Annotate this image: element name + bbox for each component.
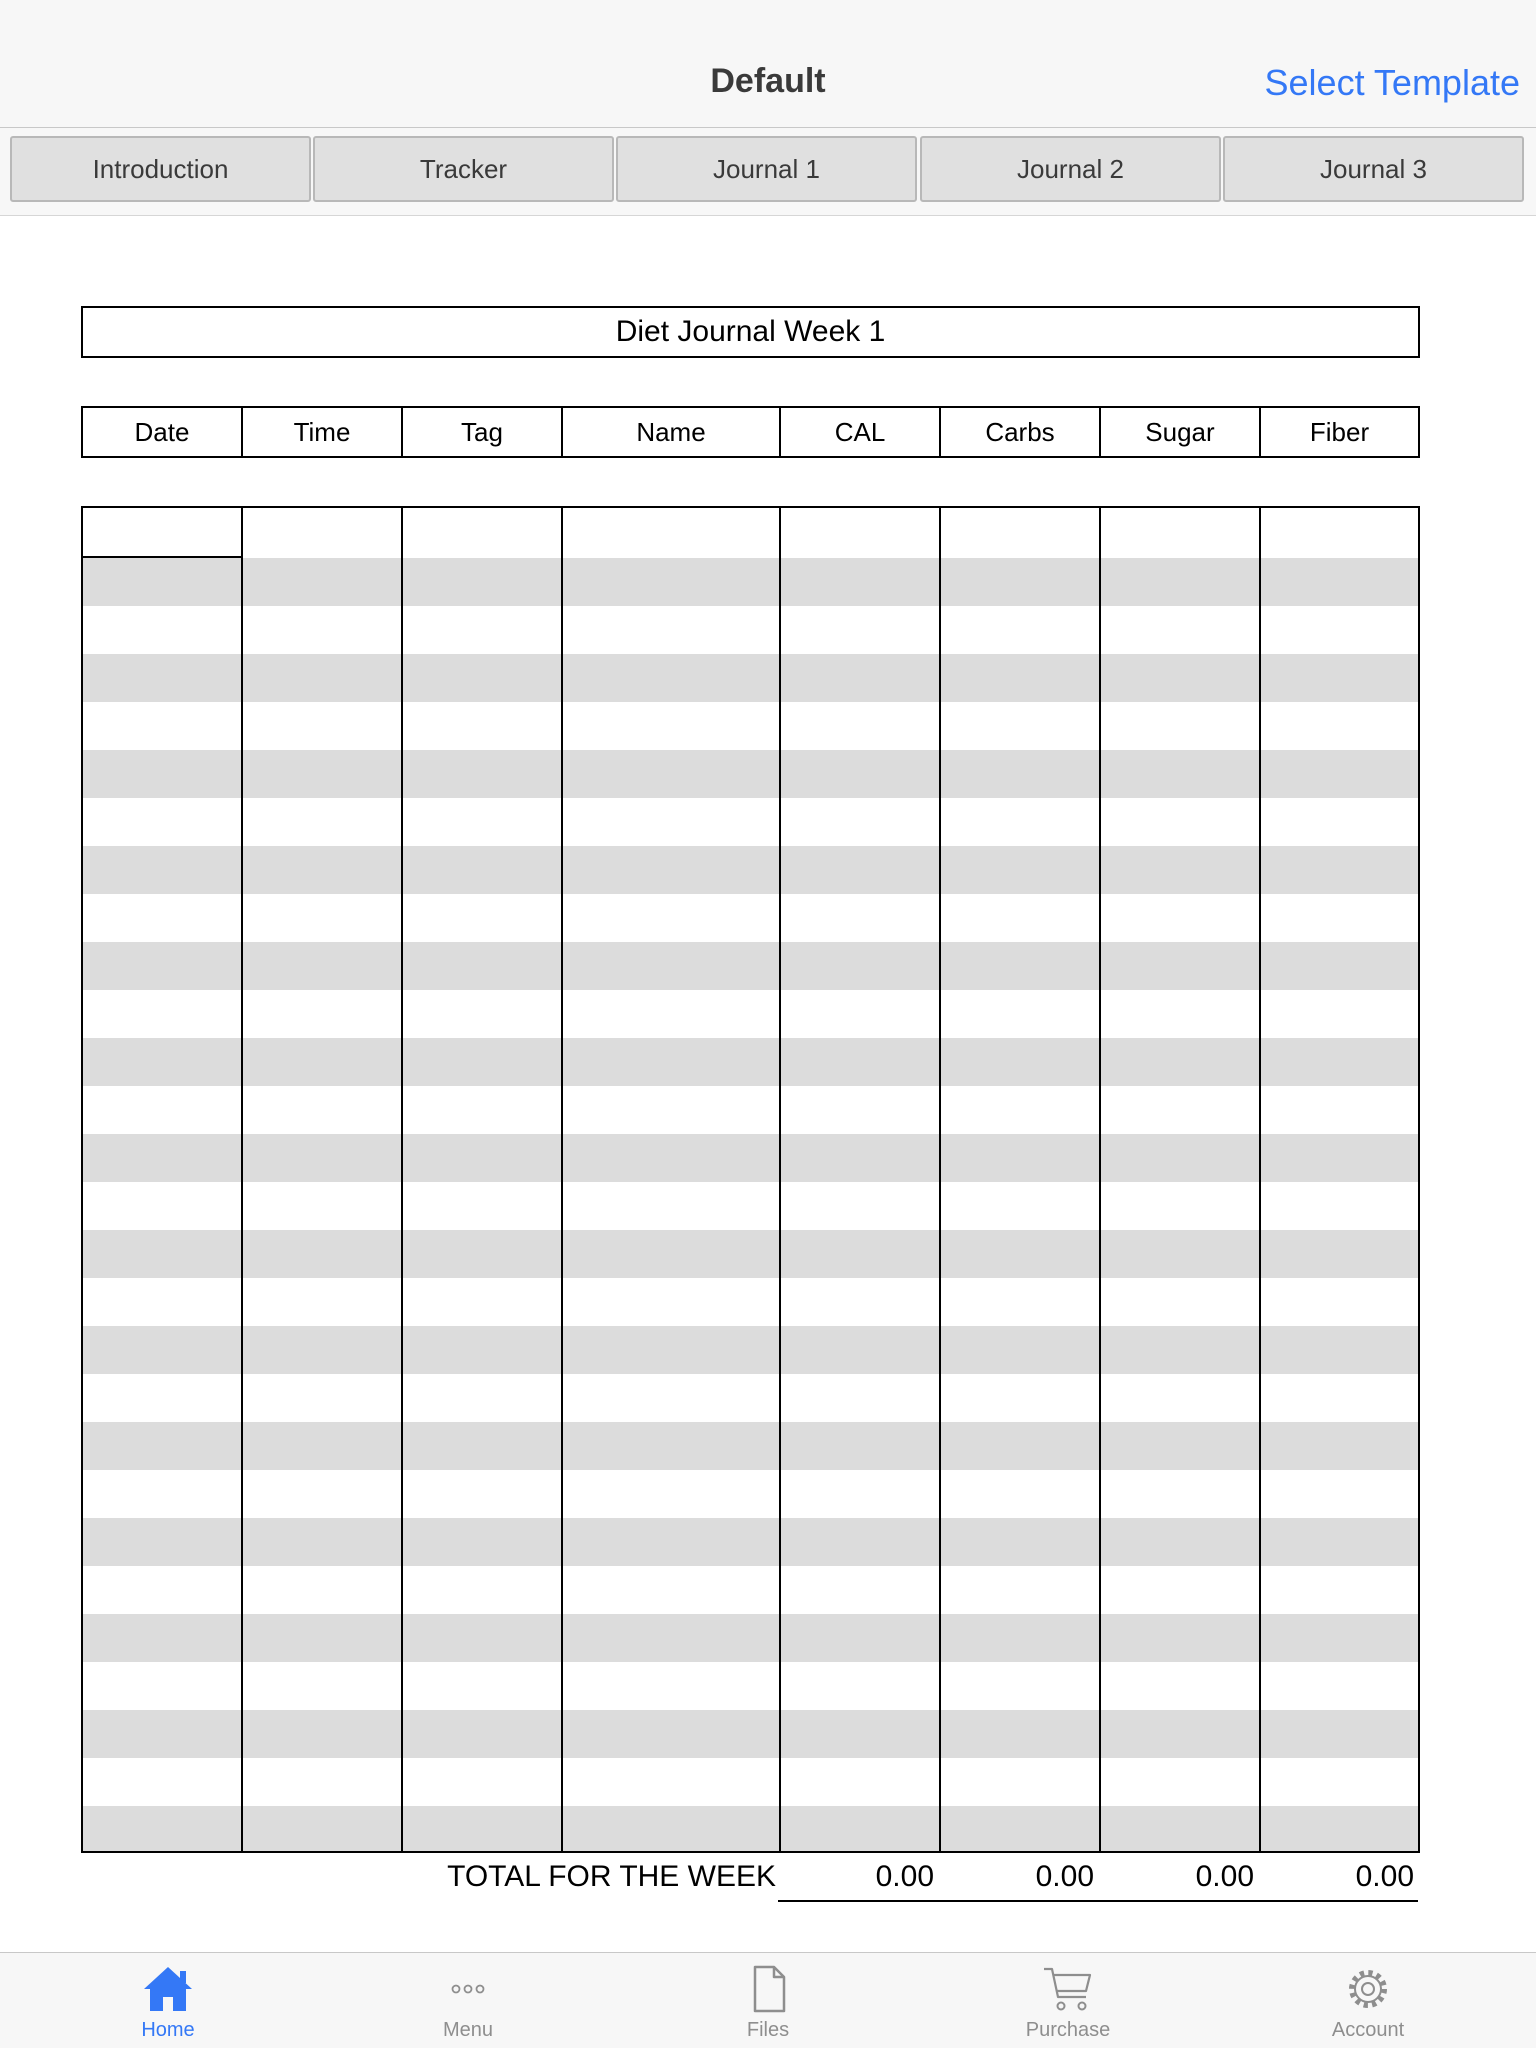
table-row[interactable] [83,1518,1418,1566]
column-header-time: Time [243,408,403,456]
active-entry-cell[interactable] [83,508,243,558]
column-header-sugar: Sugar [1101,408,1261,456]
column-divider [401,508,403,1853]
table-row[interactable] [83,1806,1418,1851]
column-divider [1259,508,1261,1853]
journal-entry-grid[interactable] [81,506,1420,1853]
column-divider [1099,508,1101,1853]
table-row[interactable] [83,1134,1418,1182]
column-divider [241,508,243,1853]
total-label: TOTAL FOR THE WEEK [447,1860,776,1893]
tab-tracker[interactable]: Tracker [313,136,614,202]
column-divider [561,508,563,1853]
tab-introduction[interactable]: Introduction [10,136,311,202]
bottom-tab-menu[interactable] [318,1953,618,2048]
bottom-tab-label: Files [746,2019,790,2041]
home-icon [140,1963,196,2015]
bottom-tab-label: Account [1331,2019,1405,2041]
total-sugar: 0.00 [1195,1860,1254,1893]
bottom-tab-label: Home [141,2019,195,2041]
bottom-tab-label: Menu [442,2019,494,2041]
bottom-tab-home[interactable] [18,1953,318,2048]
page-title: Default [710,62,826,100]
section-tabs [0,128,1536,216]
bottom-tab-account[interactable] [1218,1953,1518,2048]
file-icon [740,1963,796,2015]
column-header-tag: Tag [403,408,563,456]
table-row[interactable] [83,1710,1418,1758]
cart-icon [1040,1963,1096,2015]
table-row[interactable] [83,1038,1418,1086]
tab-journal-3[interactable]: Journal 3 [1223,136,1524,202]
total-underline [778,1900,1418,1902]
table-row[interactable] [83,1614,1418,1662]
table-row[interactable] [83,558,1418,606]
table-row[interactable] [83,1326,1418,1374]
total-carbs: 0.00 [1035,1860,1094,1893]
select-template-button[interactable]: Select Template [1264,62,1520,103]
column-header-date: Date [83,408,243,456]
column-header-carbs: Carbs [941,408,1101,456]
column-divider [939,508,941,1853]
table-row[interactable] [83,846,1418,894]
column-header-name: Name [563,408,781,456]
column-header-cal: CAL [781,408,941,456]
bottom-tab-bar [0,1952,1536,2048]
journal-title: Diet Journal Week 1 [81,306,1420,358]
table-row[interactable] [83,1230,1418,1278]
total-cal: 0.00 [875,1860,934,1893]
total-fiber: 0.00 [1355,1860,1414,1893]
table-row[interactable] [83,750,1418,798]
gear-icon [1340,1963,1396,2015]
column-divider [779,508,781,1853]
table-row[interactable] [83,942,1418,990]
navigation-bar [0,0,1536,128]
bottom-tab-purchase[interactable] [918,1953,1218,2048]
table-row[interactable] [83,654,1418,702]
column-header-fiber: Fiber [1309,416,1370,447]
tab-journal-2[interactable]: Journal 2 [920,136,1221,202]
more-icon [440,1963,496,2015]
table-header [81,406,1420,458]
bottom-tab-files[interactable] [618,1953,918,2048]
table-row[interactable] [83,1422,1418,1470]
tab-journal-1[interactable]: Journal 1 [616,136,917,202]
bottom-tab-label: Purchase [1025,2019,1111,2041]
